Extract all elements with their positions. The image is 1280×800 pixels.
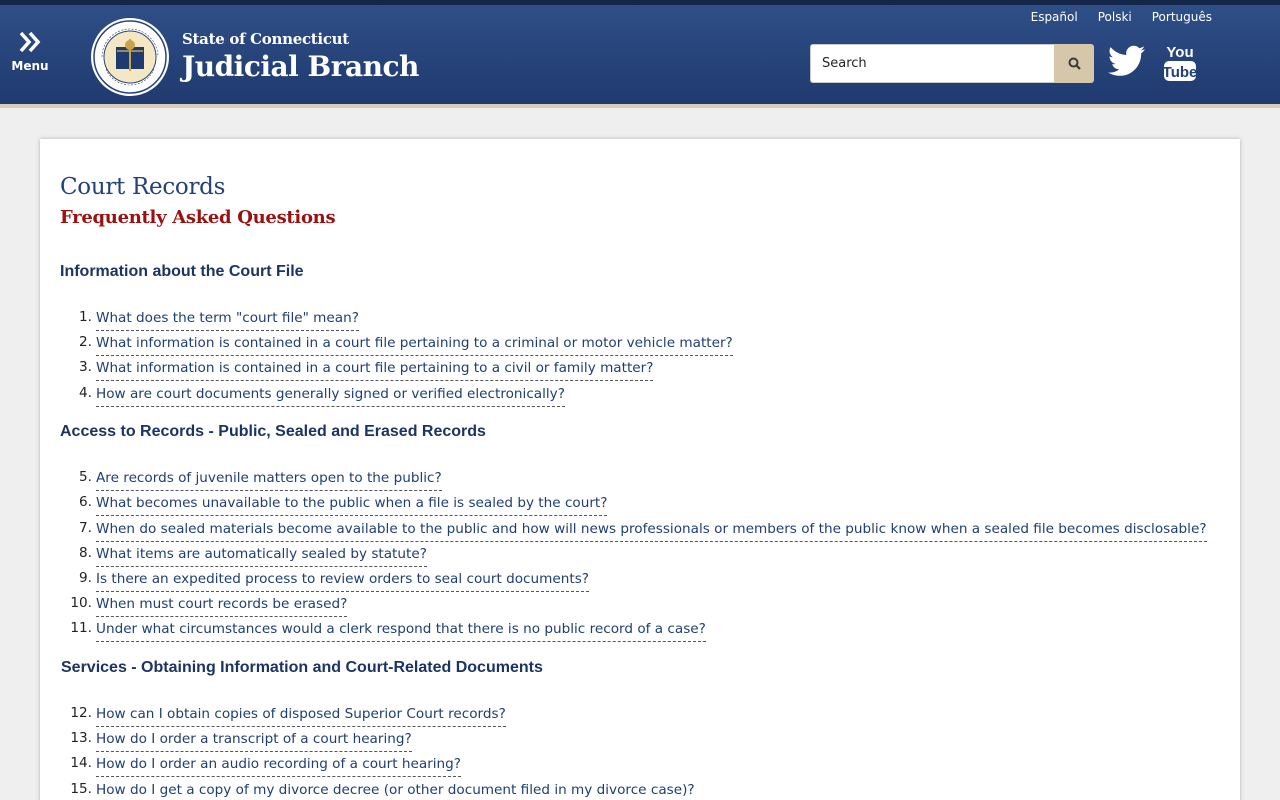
- faq-item: [60, 730, 412, 752]
- faq-link[interactable]: What items are automatically sealed by statute?: [96, 545, 427, 567]
- lang-link-espanol[interactable]: Español: [1030, 10, 1078, 24]
- faq-item: [60, 494, 607, 516]
- page-subtitle: Frequently Asked Questions: [60, 207, 336, 228]
- faq-item: [60, 570, 589, 592]
- search-box: [810, 44, 1094, 83]
- faq-link[interactable]: What information is contained in a court file pertaining to a criminal or motor vehicle matter?: [96, 334, 733, 356]
- faq-link[interactable]: How are court documents generally signed or verified electronically?: [96, 385, 565, 407]
- faq-item: [60, 781, 695, 800]
- faq-number: 8.: [79, 545, 92, 561]
- section-heading-court-file: Information about the Court File: [60, 263, 304, 280]
- section-heading-access-to-records: Access to Records - Public, Sealed and Erased Records: [60, 423, 486, 440]
- faq-number: 11.: [70, 620, 92, 636]
- faq-link[interactable]: What becomes unavailable to the public when a file is sealed by the court?: [96, 494, 607, 516]
- faq-item: [60, 359, 653, 381]
- faq-item: [60, 309, 359, 331]
- faq-number: 1.: [79, 309, 92, 325]
- faq-number: 15.: [70, 781, 92, 797]
- faq-link[interactable]: How do I order an audio recording of a court hearing?: [96, 755, 461, 777]
- twitter-icon[interactable]: [1108, 44, 1145, 78]
- faq-item: [60, 705, 506, 727]
- faq-number: 4.: [79, 385, 92, 401]
- faq-item: [60, 520, 1207, 542]
- faq-link[interactable]: How do I order a transcript of a court hearing?: [96, 730, 412, 752]
- section-heading-services: Services - Obtaining Information and Court-Related Documents: [61, 659, 543, 676]
- faq-item: [60, 385, 565, 407]
- faq-item: [60, 469, 442, 491]
- brand-title[interactable]: [182, 30, 419, 83]
- double-chevron-right-icon: [17, 30, 43, 54]
- faq-item: [60, 595, 347, 617]
- svg-text:You: You: [1166, 44, 1194, 61]
- language-links: [1031, 10, 1212, 24]
- faq-number: 12.: [70, 705, 92, 721]
- faq-number: 3.: [79, 359, 92, 375]
- faq-link[interactable]: Is there an expedited process to review orders to seal court documents?: [96, 570, 589, 592]
- brand-branch: Judicial Branch: [182, 50, 419, 83]
- brand-state: State of Connecticut: [182, 30, 349, 48]
- page-title: Court Records: [60, 174, 226, 200]
- faq-link[interactable]: When must court records be erased?: [96, 595, 347, 617]
- faq-item: [60, 620, 706, 642]
- menu-button[interactable]: [10, 30, 50, 82]
- faq-link[interactable]: How can I obtain copies of disposed Superior Court records?: [96, 705, 506, 727]
- faq-link[interactable]: What information is contained in a court file pertaining to a civil or family matter?: [96, 359, 653, 381]
- faq-number: 14.: [70, 755, 92, 771]
- faq-link[interactable]: What does the term "court file" mean?: [96, 309, 359, 331]
- faq-link[interactable]: When do sealed materials become available to the public and how will news professionals or members of the public know when a sealed file becomes disclosable?: [96, 520, 1207, 542]
- faq-number: 10.: [70, 595, 92, 611]
- lang-link-polski[interactable]: Polski: [1097, 10, 1132, 24]
- menu-label: Menu: [11, 59, 49, 73]
- faq-link[interactable]: Under what circumstances would a clerk respond that there is no public record of a case?: [96, 620, 706, 642]
- faq-number: 7.: [79, 520, 92, 536]
- svg-text:Tube: Tube: [1162, 64, 1198, 81]
- faq-number: 5.: [79, 469, 92, 485]
- search-button[interactable]: [1054, 44, 1094, 83]
- faq-number: 2.: [79, 334, 92, 350]
- header-border: [0, 104, 1280, 108]
- faq-number: 9.: [79, 570, 92, 586]
- faq-link[interactable]: Are records of juvenile matters open to the public?: [96, 469, 442, 491]
- lang-link-portugues[interactable]: Português: [1151, 10, 1212, 24]
- faq-number: 13.: [70, 730, 92, 746]
- faq-item: [60, 334, 733, 356]
- search-input[interactable]: [810, 44, 1054, 83]
- faq-link[interactable]: How do I get a copy of my divorce decree (or other document filed in my divorce case)?: [96, 781, 695, 800]
- search-icon: [1068, 57, 1081, 70]
- faq-item: [60, 545, 427, 567]
- faq-item: [60, 755, 461, 777]
- youtube-icon[interactable]: [1162, 42, 1198, 84]
- faq-number: 6.: [79, 494, 92, 510]
- judicial-seal-logo[interactable]: [90, 17, 170, 97]
